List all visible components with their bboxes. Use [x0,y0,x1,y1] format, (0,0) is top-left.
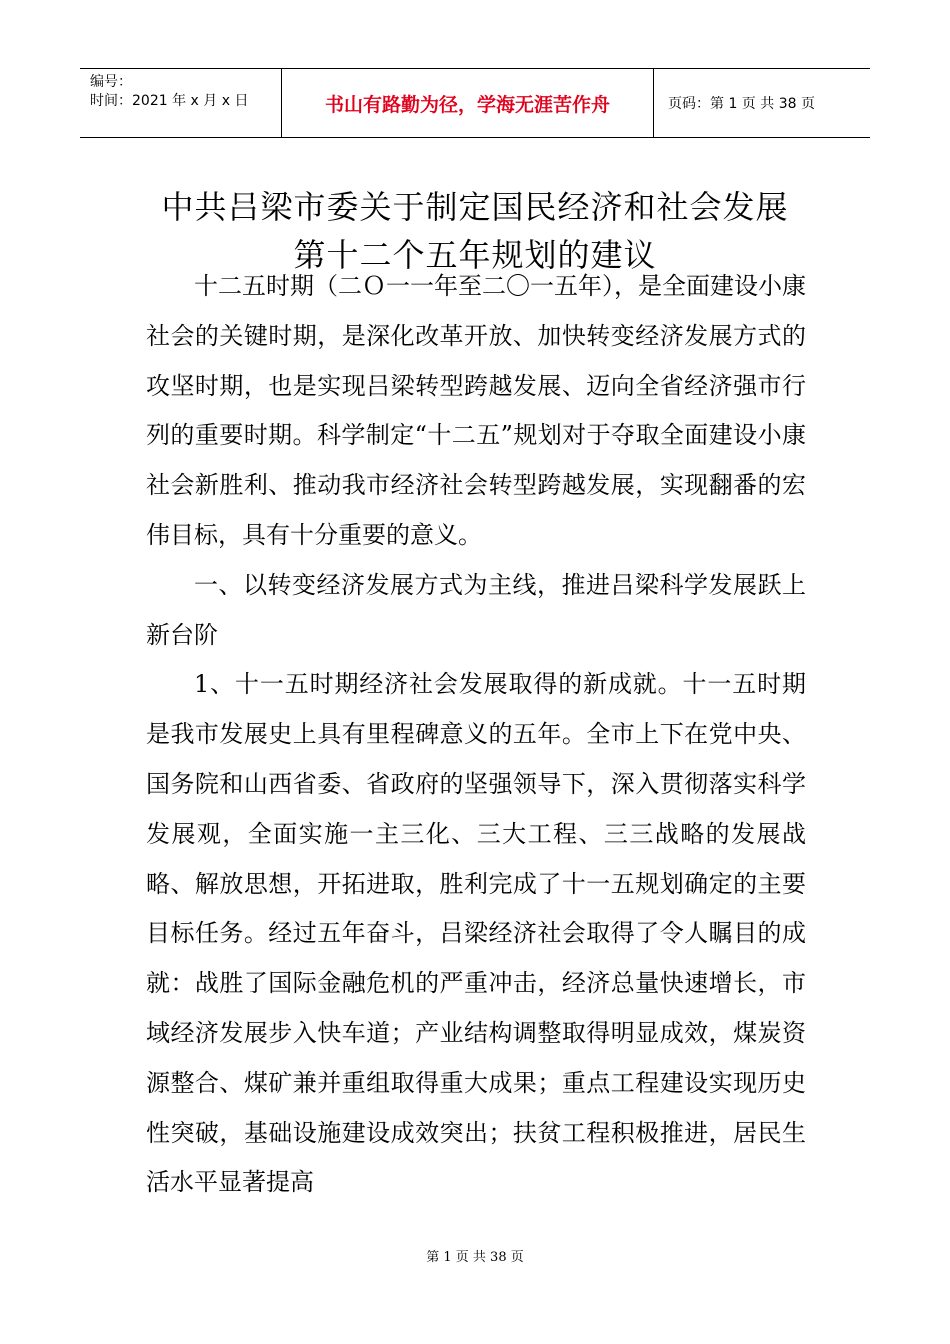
paragraph-section-heading: 一、以转变经济发展方式为主线，推进吕梁科学发展跃上新台阶 [146,570,806,649]
page-footer [0,1246,950,1265]
header-table [80,68,870,138]
document-number-label: 编号： [90,74,132,90]
document-title: 中共吕梁市委关于制定国民经济和社会发展第十二个五年规划的建议 [161,188,789,275]
header-motto: 书山有路勤为径，学海无涯苦作舟 [324,93,610,116]
document-date: 时间：2021 年 x 月 x 日 [90,93,249,109]
header-meta-cell [80,69,282,137]
document-body [146,262,806,1208]
footer-page-number: 第 1 页 共 38 页 [426,1250,524,1265]
header-page-cell [654,69,870,137]
header-page-info: 页码：第 1 页 共 38 页 [668,96,815,112]
header-motto-cell [282,69,654,137]
paragraph-intro: 十二五时期（二Ｏ一一年至二〇一五年），是全面建设小康社会的关键时期，是深化改革开放、加快转变经济发展方式的攻坚时期，也是实现吕梁转型跨越发展、迈向全省经济强市行列的重要时期。科学制定“十二五”规划对于夺取全面建设小康社会新胜利、推动我市经济社会转型跨越发展，实现翻番的宏伟目标，具有十分重要的意义。 [146,272,806,549]
paragraph-achievements: 1、十一五时期经济社会发展取得的新成就。十一五时期是我市发展史上具有里程碑意义的五年。全市上下在党中央、国务院和山西省委、省政府的坚强领导下，深入贯彻落实科学发展观，全面实施一主三化、三大工程、三三战略的发展战略、解放思想，开拓进取，胜利完成了十一五规划确定的主要目标任务。经过五年奋斗，吕梁经济社会取得了令人瞩目的成就：战胜了国际金融危机的严重冲击，经济总量快速增长，市域经济发展步入快车道；产业结构调整取得明显成效，煤炭资源整合、煤矿兼并重组取得重大成果；重点工程建设实现历史性突破，基础设施建设成效突出；扶贫工程积极推进，居民生活水平显著提高 [146,670,806,1197]
